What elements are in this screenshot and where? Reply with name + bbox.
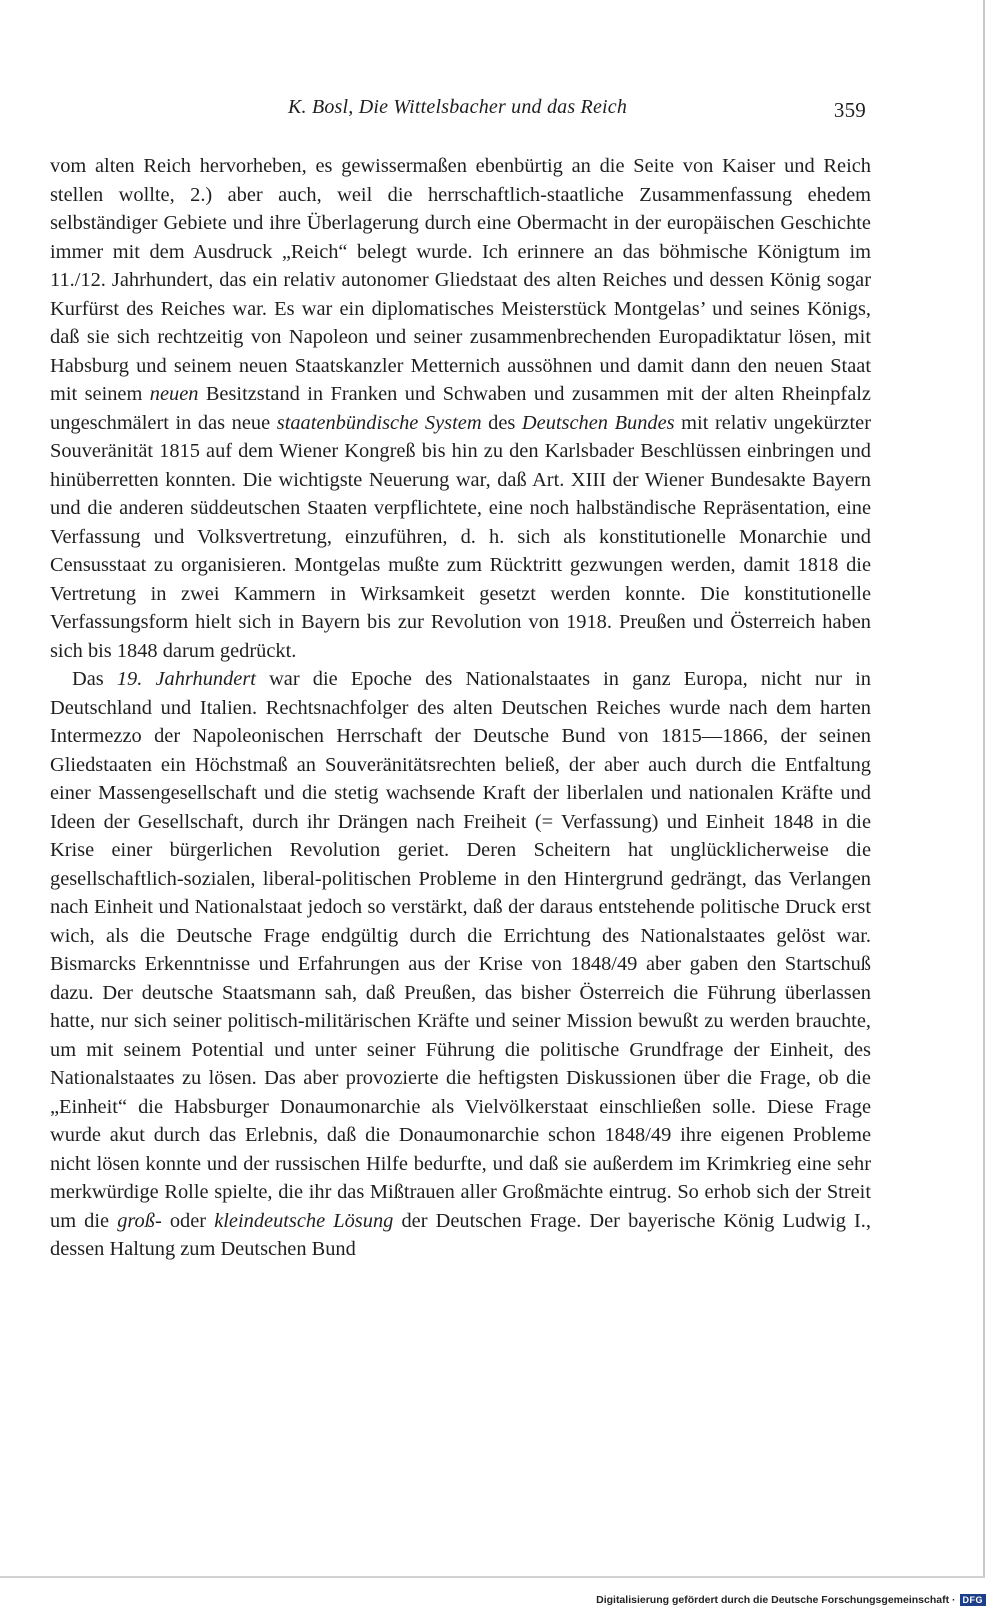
text-run: vom alten Reich hervorheben, es gewissermaßen ebenbürtig an die Seite von Kaiser und Reich stellen wollte, 2.) aber auch, weil die herrschaftlich-staatliche Zusammenfassung ehedem selbständiger Gebiete und ihre Überlagerung durch eine Obermacht in der europäischen Geschichte immer mit dem Ausdruck „Reich“ belegt wurde. Ich erinnere an das böhmische Königtum im 11./12. Jahrhundert, das ein relativ autonomer Gliedstaat des alten Reiches und dessen König sogar Kurfürst des Reiches war. Es war ein diplomatisches Meisterstück Montgelas’ und seines Königs, daß sie sich rechtzeitig von Napoleon und seiner zusammenbrechenden Europadiktatur lösen, mit Habsburg und seinem neuen Staatskanzler Metternich aussöhnen und damit dann den neuen Staat mit seinem (50, 155, 871, 405)
text-run: war die Epoche des Nationalstaates in ganz Europa, nicht nur in Deutschland und Italien. Rechtsnachfolger des alten Deutschen Reiches wurde nach dem harten Intermezzo der Napoleonischen Herrschaft der Deutsche Bund von 1815—1866, der seinen Gliedstaaten ein Höchstmaß an Souveränitätsrechten beließ, der aber auch durch die Entfaltung einer Massengesellschaft und die stetig wachsende Kraft der liberlalen und nationalen Kräfte und Ideen der Gesellschaft, durch ihr Drängen nach Freiheit (= Verfassung) und Einheit 1848 in die Krise einer bürgerlichen Revolution geriet. Deren Scheitern hat unglücklicherweise die gesellschaftlich-sozialen, liberal-politischen Probleme in den Hintergrund gedrängt, das Verlangen nach Einheit und Nationalstaat jedoch so verstärkt, daß der daraus entstehende politische Druck erst wich, als die Deutsche Frage endgültig durch die Errichtung des Nationalstaates gelöst war. Bismarcks Erkenntnisse und Erfahrungen aus der Krise von 1848/49 aber gaben den Startschuß dazu. Der deutsche Staatsmann sah, daß Preußen, das bisher Österreich die Führung überlassen hatte, nur sich seiner politisch-militärischen Kräfte und seiner Mission bewußt zu werden brauchte, um mit seinem Potential und unter seiner Führung die politische Grundfrage der Einheit, des Nationalstaates zu lösen. Das aber provozierte die heftigsten Diskussionen über die Frage, ob die „Einheit“ die Habsburger Donaumonarchie als Vielvölkerstaat einschließen solle. Diese Frage wurde akut durch das Erlebnis, daß die Donaumonarchie schon 1848/49 ihre eigenen Probleme nicht lösen konnte und der russischen Hilfe bedurfte, und daß sie außerdem im Krimkrieg eine sehr merkwürdige Rolle spielte, die ihr das Mißtrauen aller Großmächte eintrug. So erhob sich der Streit um die (50, 668, 871, 1232)
text-run: oder (161, 1209, 215, 1232)
italic-text: neuen (149, 383, 199, 405)
digitization-credit (596, 1594, 986, 1606)
running-title: K. Bosl, Die Wittelsbacher und das Reich (288, 96, 628, 118)
paragraph (50, 665, 871, 1264)
body-text (50, 152, 871, 1264)
italic-text: groß- (117, 1209, 162, 1232)
text-run: des (481, 411, 522, 434)
text-run: Das (72, 668, 117, 690)
italic-text: kleindeutsche Lösung (214, 1209, 394, 1232)
dfg-logo: DFG (960, 1594, 987, 1606)
italic-text: staatenbündische System (276, 411, 482, 434)
text-run: mit relativ ungekürzter Souveränität 1815 auf dem Wiener Kongreß bis hin zu den Karlsbader Beschlüssen einbringen und hinüberretten konnten. Die wichtigste Neuerung war, daß Art. XIII der Wiener Bundesakte Bayern und die anderen süddeutschen Staaten verpflichtete, eine noch halbständische Repräsentation, eine Verfassung und Volksvertretung, einzuführen, d. h. sich als konstitutionelle Monarchie und Censusstaat zu organisieren. Montgelas mußte zum Rücktritt gezwungen werden, damit 1818 die Vertretung in zwei Kammern in Wirksamkeit gesetzt werden konnte. Die konstitutionelle Verfassungsform hielt sich in Bayern bis zur Revolution von 1918. Preußen und Österreich haben sich bis 1848 darum gedrückt. (50, 411, 871, 662)
italic-text: 19. Jahrhundert (116, 668, 256, 690)
italic-text: Deutschen Bundes (521, 411, 675, 434)
paragraph (50, 152, 871, 665)
text-run: Besitzstand in Franken und Schwaben und zusammen mit der alten Rheinpfalz ungeschmälert in das neue (50, 383, 871, 434)
credit-text: Digitalisierung gefördert durch die Deutsche Forschungsgemeinschaft · (596, 1594, 956, 1606)
text-run: der Deutschen Frage. Der bayerische König Ludwig I., dessen Haltung zum Deutschen Bund (50, 1209, 871, 1260)
page-header (288, 96, 866, 122)
page-number: 359 (833, 98, 866, 122)
